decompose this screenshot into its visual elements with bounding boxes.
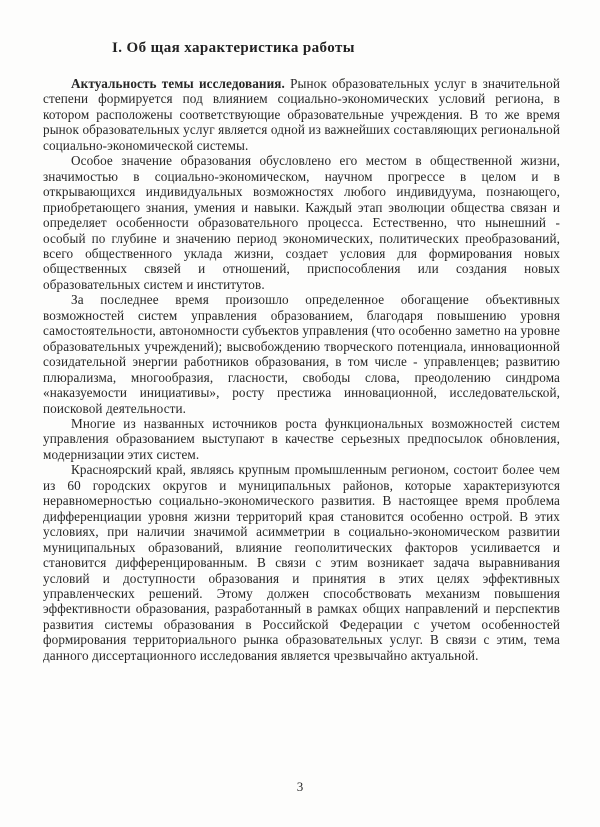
paragraph: Многие из названных источников роста функциональных возможностей систем управления образованием выступают в качестве серьезных предпосылок обновления, модернизации этих систем.	[43, 415, 560, 462]
paragraph: Красноярский край, являясь крупным промышленным регионом, состоит более чем из 60 городских округов и муниципальных районов, которые характеризуются неравномерностью социально-экономического развития. В настоящее время проблема дифференциации уровня жизни территорий края становится особенно острой. В этих условиях, при наличии значимой асимметрии в социально-экономическом развитии муниципальных образований, влияние геополитических факторов усиливается и становится дифференцированным. В связи с этим возникает задача выравнивания условий и доступности образования и принятия в этих целях эффективных управленческих решений. Этому должен способствовать механизм повышения эффективности образования, разработанный в рамках общих направлений и перспектив развития системы образования в Российской Федерации с учетом особенностей формирования территориального рынка образовательных услуг. В связи с этим, тема данного диссертационного исследования является чрезвычайно актуальной.	[43, 462, 560, 663]
paragraph-text: Рынок образовательных услуг в значительной степени формируется под влиянием социально-экономических условий региона, в котором расположены соответствующие образовательные учреждения. В то же время рынок образовательных услуг является одной из важнейших составляющих региональной социально-экономической системы.	[43, 76, 560, 153]
paragraph-lead: Актуальность темы исследования.	[71, 76, 285, 91]
document-body	[43, 76, 560, 663]
section-title: I. Об щая характеристика работы	[112, 40, 355, 56]
paragraph	[43, 76, 560, 153]
page-number: 3	[296, 779, 304, 794]
paragraph: За последнее время произошло определенное обогащение объективных возможностей систем управления образованием, благодаря повышению уровня самостоятельности, автономности субъектов управления (что особенно заметно на уровне образовательных учреждений); высвобождению творческого потенциала, инновационной созидательной энергии работников образования, в том числе - управленцев; развитию плюрализма, многообразия, гласности, свободы слова, преодолению синдрома «наказуемости инициативы», росту престижа инновационной, исследовательской, поисковой деятельности.	[43, 292, 560, 416]
paragraph: Особое значение образования обусловлено его местом в общественной жизни, значимостью в социально-экономическом, научном прогрессе в целом и в открывающихся индивидуальных возможностях любого индивидуума, познающего, приобретающего знания, умения и навыки. Каждый этап эволюции общества связан и определяет особенности образовательного процесса. Естественно, что нынешний - особый по глубине и значению период экономических, политических преобразований, всего общественного уклада жизни, создает условия для формирования новых общественных связей и отношений, приспособления или создания новых образовательных систем и институтов.	[43, 153, 560, 292]
